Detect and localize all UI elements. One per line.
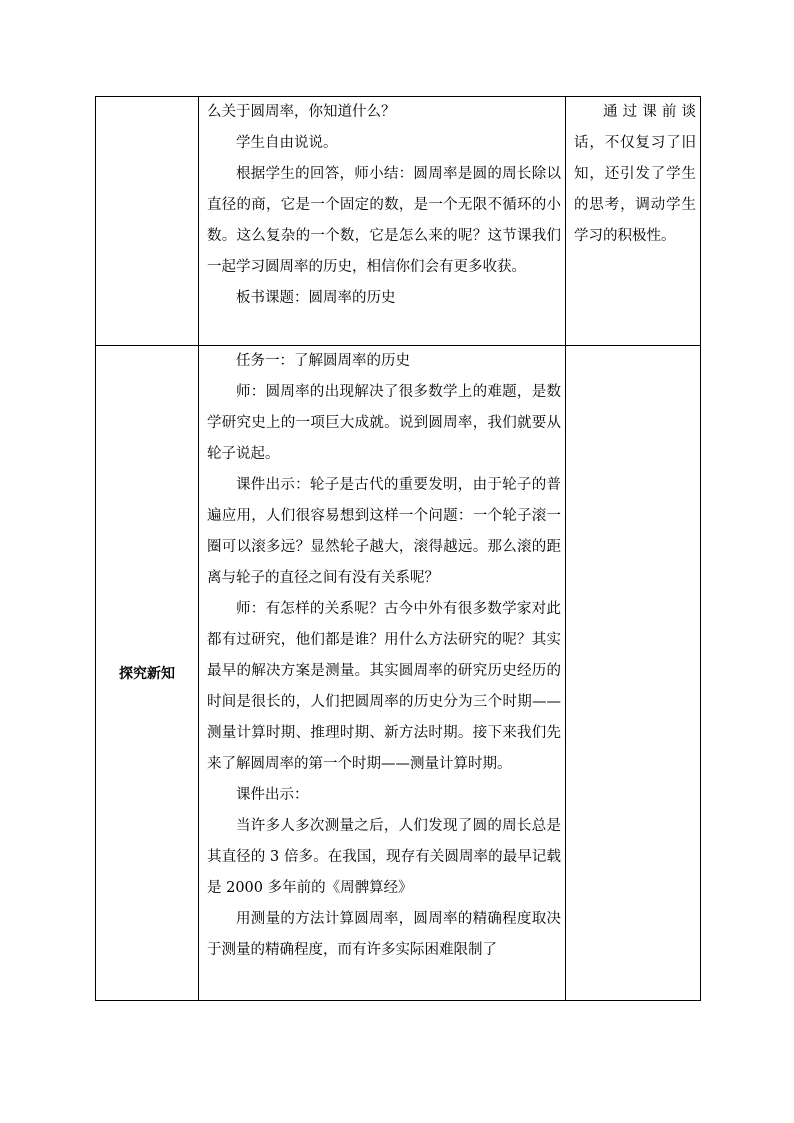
paragraph: 课件出示：轮子是古代的重要发明，由于轮子的普遍应用，人们很容易想到这样一个问题：一个轮子滚一圈可以滚多远？显然轮子越大，滚得越远。那么滚的距离与轮子的直径之间有没有关系呢？ (207, 477, 561, 586)
design-intent-cell (566, 346, 701, 1001)
paragraph: 课件出示： (236, 787, 309, 803)
lesson-plan-table (95, 96, 701, 1001)
paragraph: 师：有怎样的关系呢？古今中外有很多数学家对此都有过研究，他们都是谁？用什么方法研究的呢？其实最早的解决方案是测量。其实圆周率的研究历史经历的时间是很长的，人们把圆周率的历史分为三个时期——测量计算时期、推理时期、新方法时期。接下来我们先来了解圆周率的第一个时期——测量计算时期。 (207, 601, 561, 772)
content-cell (199, 97, 566, 346)
design-intent-cell (566, 97, 701, 346)
design-intent-note: 通过课前谈话，不仅复习了旧知，还引发了学生的思考，调动学生学习的积极性。 (574, 104, 696, 244)
table-row (96, 97, 701, 346)
paragraph: 根据学生的回答，师小结：圆周率是圆的周长除以直径的商，它是一个固定的数，是一个无限不循环的小数。这么复杂的一个数，它是怎么来的呢？这节课我们一起学习圆周率的历史，相信你们会有更多收获。 (207, 166, 561, 275)
paragraph: 师：圆周率的出现解决了很多数学上的难题，是数学研究史上的一项巨大成就。说到圆周率，我们就要从轮子说起。 (207, 384, 561, 462)
content-cell (199, 346, 566, 1001)
section-label-cell (96, 346, 199, 1001)
section-label-cell (96, 97, 199, 346)
paragraph: 么关于圆周率，你知道什么？ (207, 104, 396, 120)
paragraph: 板书课题：圆周率的历史 (236, 290, 396, 306)
paragraph: 用测量的方法计算圆周率，圆周率的精确程度取决于测量的精确程度，而有许多实际困难限制了 (207, 911, 561, 958)
paragraph: 当许多人多次测量之后，人们发现了圆的周长总是其直径的 3 倍多。在我国，现存有关圆周率的最早记载是 2000 多年前的《周髀算经》 (207, 818, 561, 896)
paragraph: 任务一：了解圆周率的历史 (236, 353, 410, 369)
table-row (96, 346, 701, 1001)
paragraph: 学生自由说说。 (236, 135, 338, 151)
section-label: 探究新知 (119, 666, 175, 682)
